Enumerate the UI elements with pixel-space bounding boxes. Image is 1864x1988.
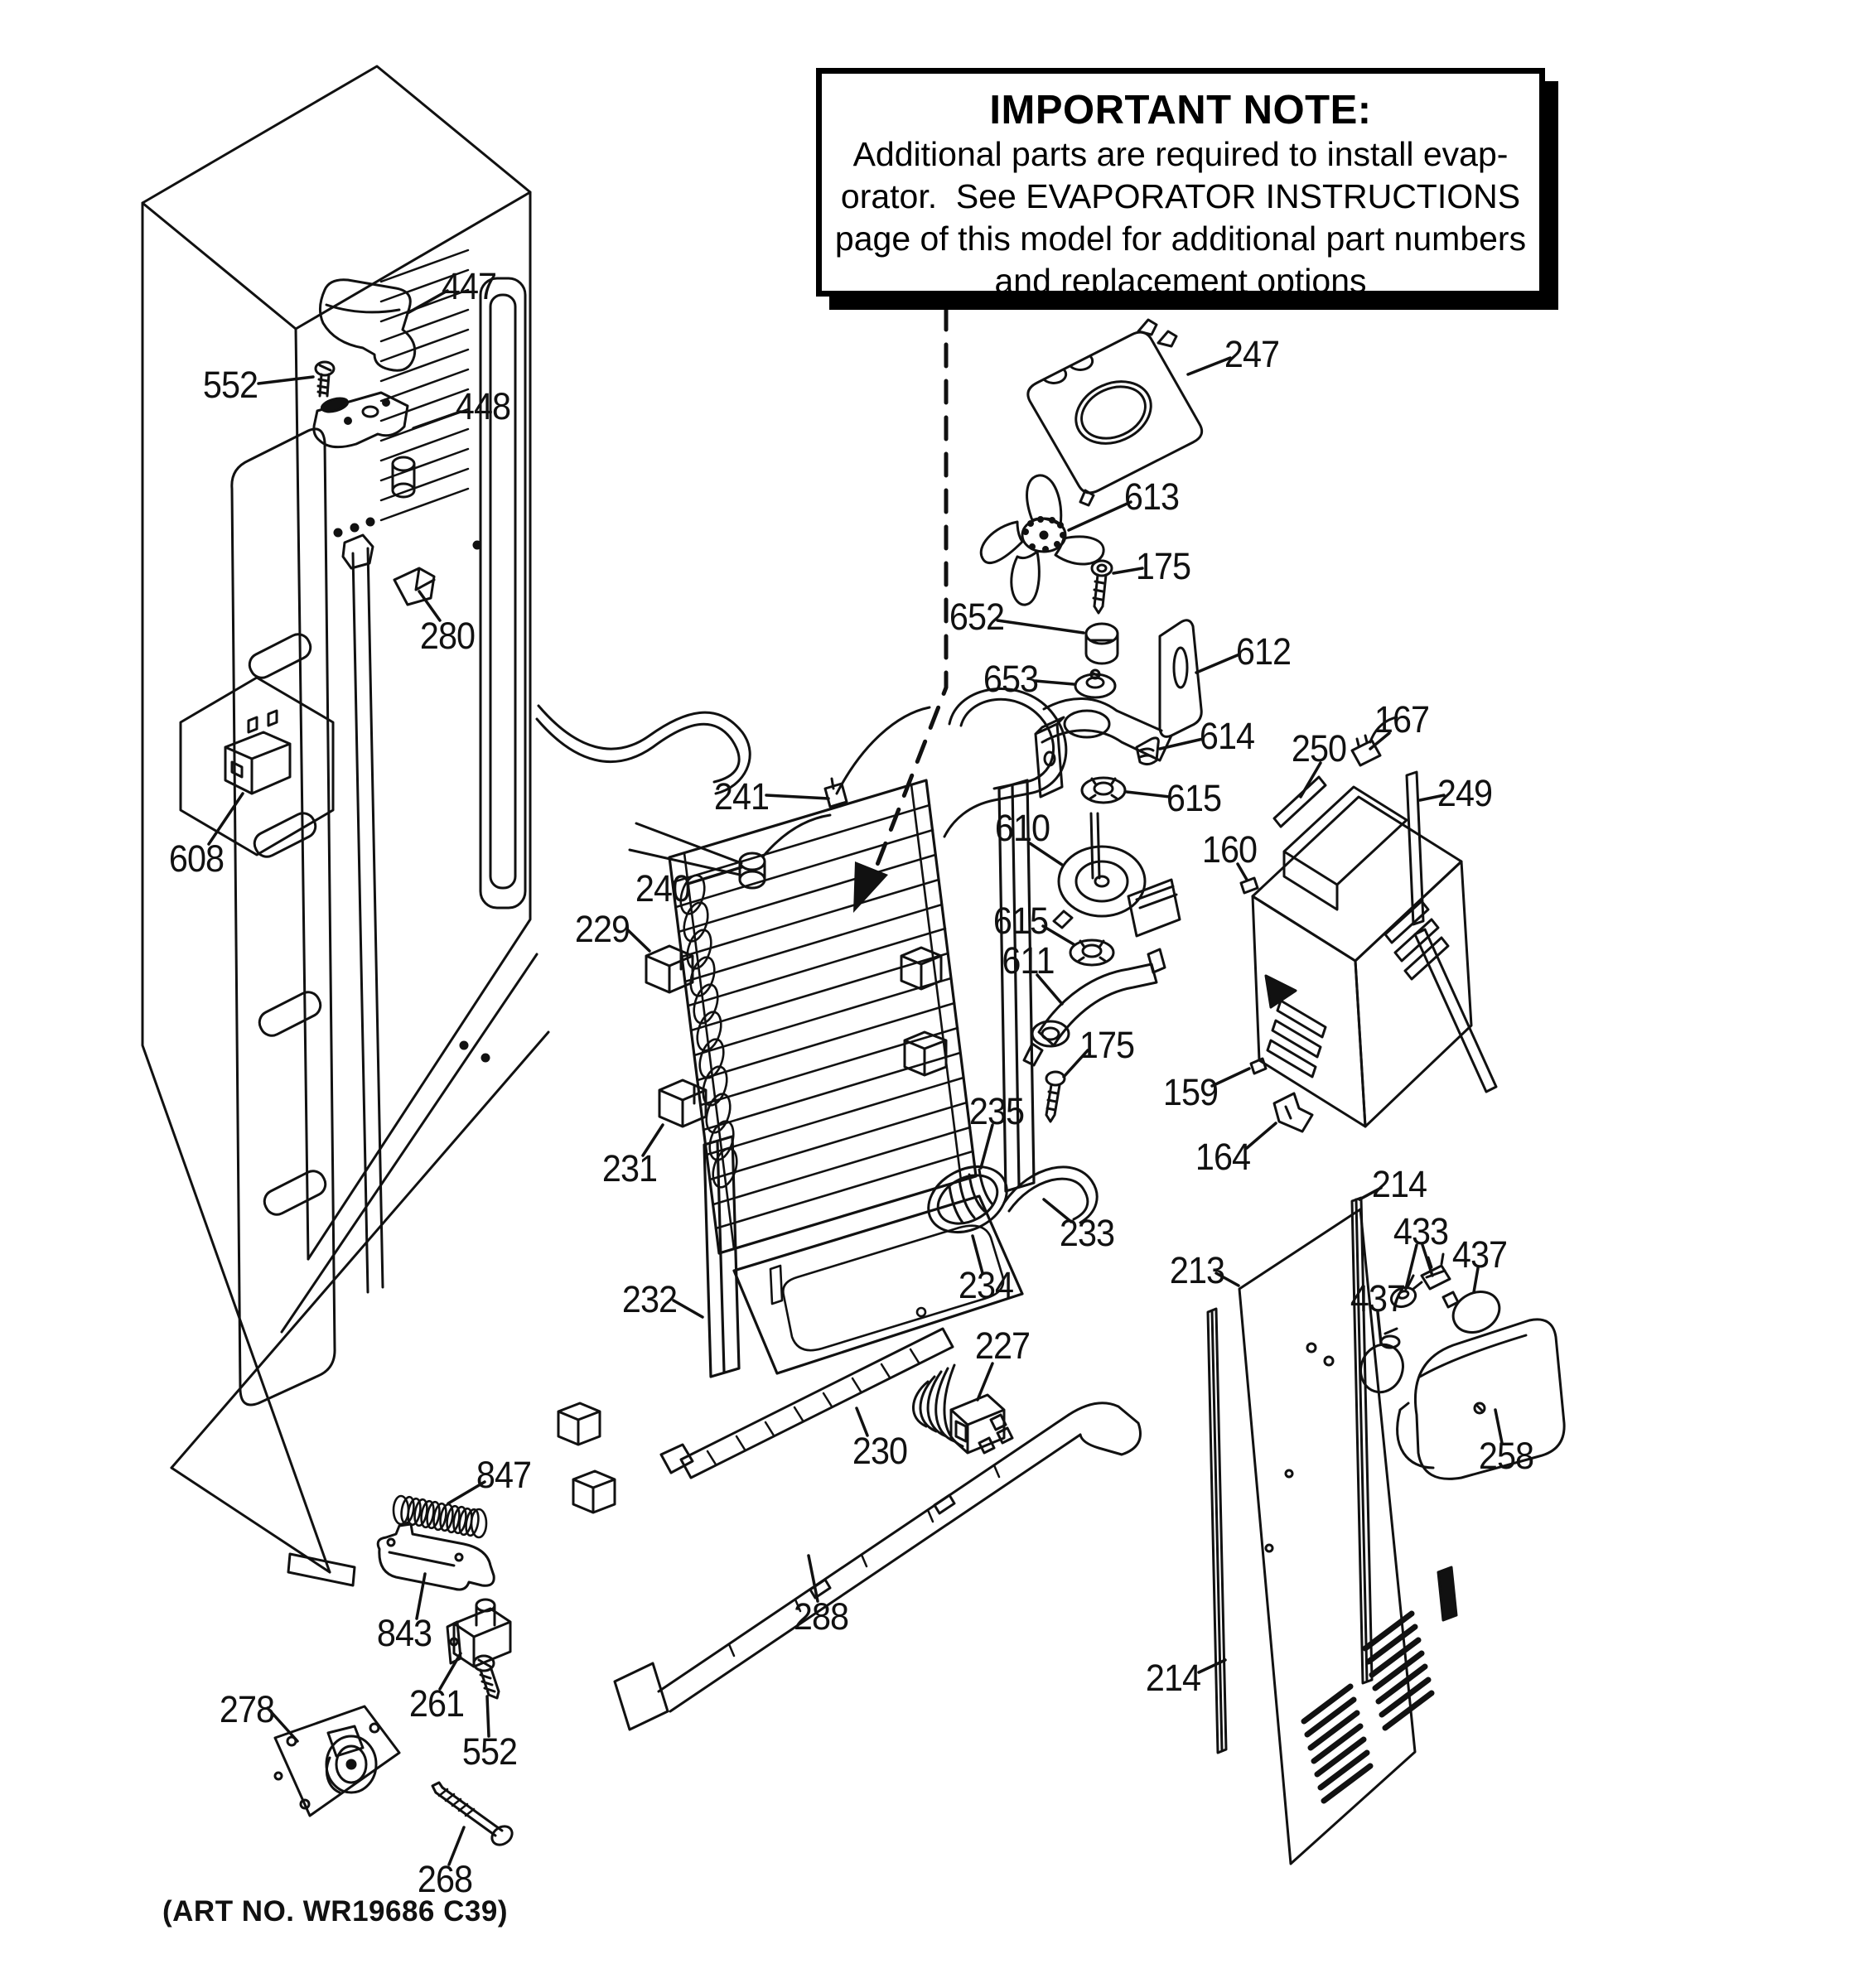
part-number-label: 233 bbox=[1059, 1212, 1115, 1254]
part-number-label: 653 bbox=[983, 658, 1039, 700]
part-number-label: 227 bbox=[974, 1325, 1031, 1367]
part-number-label: 249 bbox=[1437, 772, 1493, 814]
part-number-label: 159 bbox=[1162, 1071, 1219, 1113]
part-number-label: 258 bbox=[1478, 1435, 1534, 1477]
part-number-label: 268 bbox=[417, 1858, 473, 1900]
part-number-label: 235 bbox=[968, 1090, 1025, 1132]
part-number-label: 437 bbox=[1350, 1277, 1406, 1320]
part-number-label: 231 bbox=[601, 1147, 658, 1189]
part-number-label: 167 bbox=[1374, 698, 1430, 741]
part-number-label: 652 bbox=[949, 596, 1005, 638]
part-number-label: 613 bbox=[1123, 475, 1180, 518]
part-number-label: 214 bbox=[1371, 1163, 1427, 1205]
part-number-label: 278 bbox=[219, 1688, 275, 1730]
part-number-label: 247 bbox=[1224, 333, 1280, 375]
art-number: (ART NO. WR19686 C39) bbox=[162, 1895, 508, 1928]
part-number-label: 847 bbox=[476, 1454, 532, 1496]
part-number-label: 447 bbox=[441, 265, 497, 307]
part-number-label: 164 bbox=[1195, 1136, 1251, 1178]
part-number-label: 612 bbox=[1235, 630, 1292, 673]
part-number-label: 843 bbox=[376, 1612, 432, 1654]
part-number-label: 552 bbox=[461, 1730, 518, 1773]
part-number-label: 615 bbox=[992, 900, 1049, 942]
part-number-label: 232 bbox=[621, 1278, 678, 1320]
part-number-label: 230 bbox=[852, 1430, 908, 1472]
note-line: orator. See EVAPORATOR INSTRUCTIONS bbox=[840, 177, 1521, 215]
part-number-label: 437 bbox=[1451, 1233, 1508, 1276]
part-number-label: 610 bbox=[994, 807, 1050, 849]
part-number-label: 608 bbox=[168, 837, 225, 880]
part-number-label: 433 bbox=[1393, 1210, 1449, 1252]
part-number-label: 160 bbox=[1201, 828, 1258, 871]
part-number-label: 552 bbox=[202, 364, 258, 406]
note-title: IMPORTANT NOTE: bbox=[989, 88, 1372, 133]
part-number-label: 614 bbox=[1199, 715, 1255, 757]
part-number-label: 175 bbox=[1135, 545, 1191, 587]
part-number-label: 250 bbox=[1291, 727, 1347, 770]
part-number-label: 175 bbox=[1079, 1024, 1135, 1066]
part-number-label: 261 bbox=[408, 1682, 465, 1725]
part-number-label: 280 bbox=[419, 615, 476, 657]
part-number-label: 213 bbox=[1169, 1249, 1225, 1291]
part-number-label: 288 bbox=[793, 1595, 849, 1638]
part-number-label: 240 bbox=[635, 867, 691, 910]
part-number-label: 229 bbox=[574, 908, 630, 950]
note-line: and replacement options bbox=[994, 262, 1367, 300]
part-number-label: 214 bbox=[1145, 1657, 1201, 1699]
part-number-label: 611 bbox=[1002, 939, 1055, 982]
note-line: page of this model for additional part numbers bbox=[834, 220, 1527, 258]
part-number-label: 615 bbox=[1166, 777, 1222, 819]
part-number-label: 241 bbox=[713, 775, 770, 818]
part-number-label: 448 bbox=[455, 385, 511, 427]
note-line: Additional parts are required to install evap- bbox=[852, 135, 1509, 173]
part-number-label: 234 bbox=[958, 1264, 1014, 1306]
